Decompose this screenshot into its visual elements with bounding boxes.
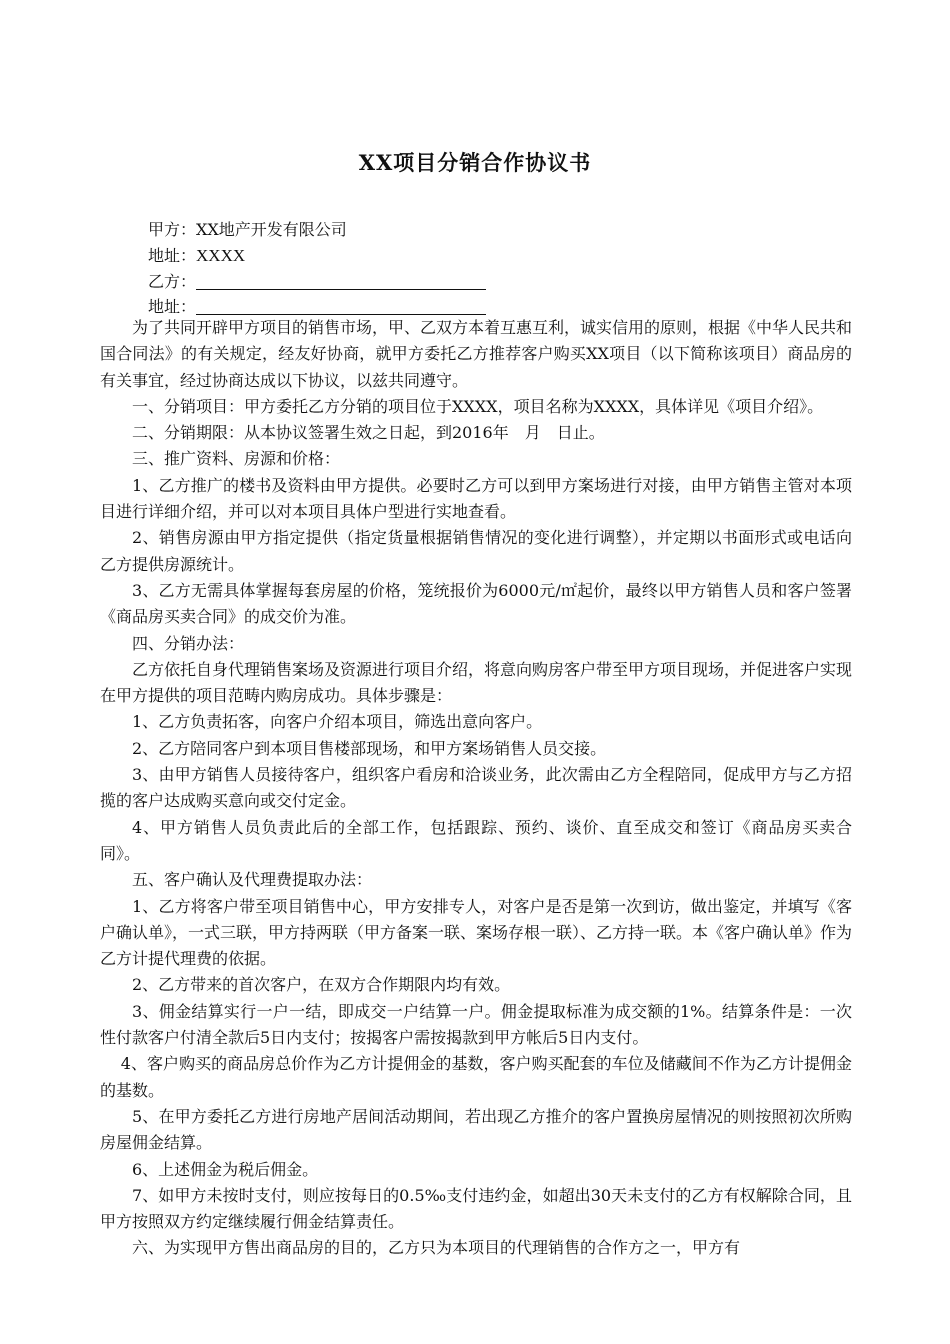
paragraph-clause-1: 一、分销项目：甲方委托乙方分销的项目位于XXXX，项目名称为XXXX，具体详见《项目介绍》。 (132, 396, 824, 416)
paragraph-clause-5-heading: 五、客户确认及代理费提取办法： (132, 870, 373, 890)
party-a-line: 甲方：XX地产开发有限公司 (148, 220, 347, 239)
document-body (100, 315, 852, 1262)
paragraph-clause-3-2: 2、销售房源由甲方指定提供（指定货量根据销售情况的变化进行调整），并定期以书面形式或电话向乙方提供房源统计。 (100, 528, 852, 574)
address-a-value: XXXX (196, 246, 246, 265)
paragraph-clause-5-6: 6、上述佣金为税后佣金。 (132, 1159, 319, 1179)
paragraph-clause-5-7: 7、如甲方未按时支付，则应按每日的0.5‰支付违约金，如超出30天未支付的乙方有权解除合同，且甲方按照双方约定继续履行佣金结算责任。 (100, 1185, 852, 1232)
paragraph-clause-4-3: 3、由甲方销售人员接待客户，组织客户看房和洽谈业务，此次需由乙方全程陪同，促成甲方与乙方招揽的客户达成购买意向或交付定金。 (100, 765, 852, 811)
paragraph-clause-4-heading: 四、分销办法： (132, 633, 245, 653)
address-b-label: 地址： (148, 297, 197, 316)
paragraph-clause-4-1: 1、乙方负责拓客，向客户介绍本项目，筛选出意向客户。 (132, 712, 543, 732)
paragraph-clause-4-intro: 乙方依托自身代理销售案场及资源进行项目介绍，将意向购房客户带至甲方项目现场，并促进客户实现在甲方提供的项目范畴内购房成功。具体步骤是： (100, 659, 853, 706)
address-b-blank (196, 296, 486, 315)
party-b-label: 乙方： (148, 272, 197, 291)
paragraph-clause-3-3: 3、乙方无需具体掌握每套房屋的价格，笼统报价为6000元/㎡起价，最终以甲方销售人员和客户签署《商品房买卖合同》的成交价为准。 (100, 580, 852, 627)
paragraph-clause-4-2: 2、乙方陪同客户到本项目售楼部现场，和甲方案场销售人员交接。 (132, 738, 607, 758)
paragraph-clause-6: 六、为实现甲方售出商品房的目的，乙方只为本项目的代理销售的合作方之一，甲方有 (132, 1238, 741, 1258)
paragraph-preamble: 为了共同开辟甲方项目的销售市场，甲、乙双方本着互惠互利，诚实信用的原则，根据《中华人民共和国合同法》的有关规定，经友好协商，就甲方委托乙方推荐客户购买XX项目（以下简称该项目）商品房的有关事宜，经过协商达成以下协议，以兹共同遵守。 (100, 318, 853, 390)
document-title: XX项目分销合作协议书 (358, 150, 592, 175)
paragraph-clause-3-1: 1、乙方推广的楼书及资料由甲方提供。必要时乙方可以到甲方案场进行对接，由甲方销售主管对本项目进行详细介绍，并可以对本项目具体户型进行实地查看。 (100, 475, 852, 522)
paragraph-clause-3-heading: 三、推广资料、房源和价格： (132, 449, 341, 469)
paragraph-clause-5-4: 4、客户购买的商品房总价作为乙方计提佣金的基数，客户购买配套的车位及储藏间不作为乙方计提佣金的基数。 (100, 1054, 852, 1100)
party-b-line (148, 270, 486, 294)
paragraph-clause-5-5: 5、在甲方委托乙方进行房地产居间活动期间，若出现乙方推介的客户置换房屋情况的则按照初次所购房屋佣金结算。 (100, 1106, 852, 1153)
paragraph-clause-5-3: 3、佣金结算实行一户一结，即成交一户结算一户。佣金提取标准为成交额的1%。结算条件是：一次性付款客户付清全款后5日内支付；按揭客户需按揭款到甲方帐后5日内支付。 (100, 1001, 852, 1048)
paragraph-clause-4-4: 4、甲方销售人员负责此后的全部工作，包括跟踪、预约、谈价、直至成交和签订《商品房买卖合同》。 (100, 817, 852, 863)
party-a-address-line (148, 244, 245, 268)
address-a-label: 地址： (148, 246, 197, 265)
paragraph-clause-5-2: 2、乙方带来的首次客户，在双方合作期限内均有效。 (132, 975, 511, 995)
party-b-blank (196, 271, 486, 290)
paragraph-clause-2: 二、分销期限：从本协议签署生效之日起，到2016年 月 日止。 (132, 423, 605, 443)
paragraph-clause-5-1: 1、乙方将客户带至项目销售中心，甲方安排专人，对客户是否是第一次到访，做出鉴定，并填写《客户确认单》，一式三联，甲方持两联（甲方备案一联、案场存根一联）、乙方持一联。本《客户确认单》作为乙方计提代理费的依据。 (100, 896, 853, 969)
